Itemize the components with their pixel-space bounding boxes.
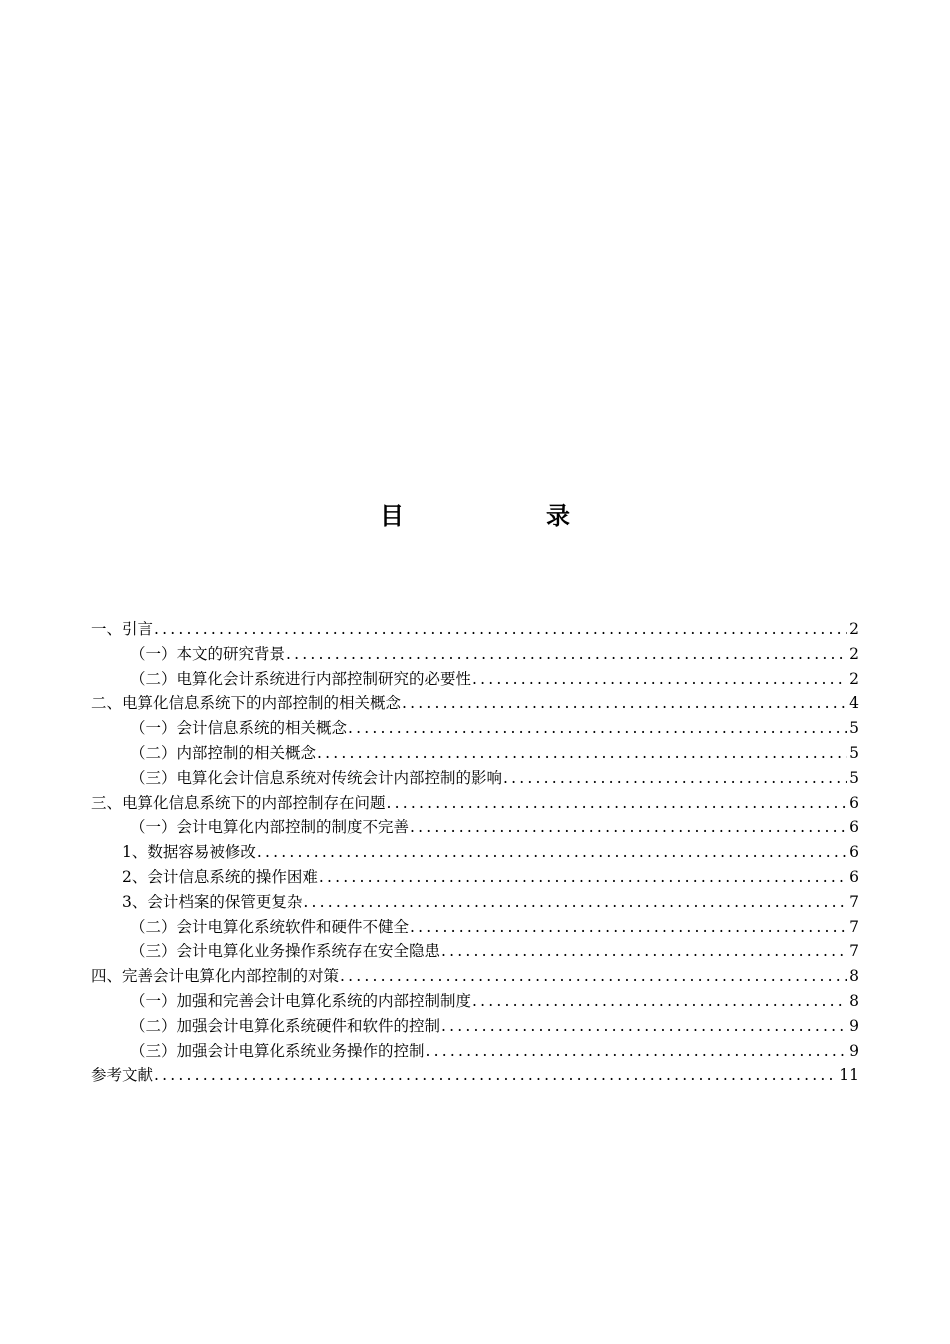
toc-page-number: 5 [849,743,859,762]
toc-dot-leader [317,741,847,766]
toc-dot-leader [319,865,847,890]
toc-entry-label: 二、电算化信息系统下的内部控制的相关概念 [91,694,402,713]
toc-entry[interactable] [91,815,859,840]
toc-entry-label: 一、引言 [91,620,154,638]
toc-dot-leader [257,840,847,865]
toc-entry-label: 四、完善会计电算化内部控制的对策 [91,967,340,986]
toc-entry[interactable] [91,989,859,1014]
toc-entry-label: 参考文献 [91,1066,154,1085]
toc-dot-leader [472,989,847,1014]
toc-dot-leader [503,766,847,791]
toc-entry[interactable] [91,791,859,816]
toc-entry[interactable] [91,1039,859,1064]
toc-entry-label: 3、会计档案的保管更复杂 [122,892,303,911]
toc-page-number: 8 [849,967,859,986]
toc-entry[interactable] [91,667,859,692]
toc-dot-leader [286,642,847,667]
page-title [0,496,950,531]
title-char-right: 录 [546,502,570,530]
toc-dot-leader [472,667,847,692]
toc-entry[interactable] [91,964,859,989]
toc-entry[interactable] [91,716,859,741]
toc-entry[interactable] [91,939,859,964]
toc-entry-label: 1、数据容易被修改 [122,843,256,862]
toc-entry-label: （一）会计信息系统的相关概念 [130,719,348,738]
toc-page-number: 4 [849,694,859,713]
toc-entry-label: 三、电算化信息系统下的内部控制存在问题 [91,793,386,812]
toc-entry[interactable] [91,1063,859,1088]
toc-page-number: 7 [849,917,859,936]
toc-entry-label: （三）电算化会计信息系统对传统会计内部控制的影响 [130,768,503,787]
toc-page-number: 2 [849,620,859,638]
toc-page-number: 2 [849,644,859,663]
toc-page-number: 6 [849,867,859,886]
toc-page-number: 6 [849,793,859,812]
toc-dot-leader [441,1014,847,1039]
toc-page-number: 9 [849,1016,859,1035]
toc-entry-label: （二）电算化会计系统进行内部控制研究的必要性 [130,669,472,688]
toc-entry[interactable] [91,741,859,766]
toc-dot-leader [340,964,847,989]
toc-dot-leader [154,1063,837,1088]
toc-entry[interactable] [91,691,859,716]
toc-dot-leader [402,691,847,716]
table-of-contents [91,617,859,1088]
toc-page-number: 2 [849,669,859,688]
toc-entry[interactable] [91,840,859,865]
toc-entry[interactable] [91,642,859,667]
toc-entry-label: （三）会计电算化业务操作系统存在安全隐患 [130,942,441,961]
toc-entry-label: （二）会计电算化系统软件和硬件不健全 [130,917,410,936]
toc-entry-label: （一）会计电算化内部控制的制度不完善 [130,818,410,837]
toc-entry-label: （二）加强会计电算化系统硬件和软件的控制 [130,1016,441,1035]
toc-dot-leader [410,915,847,940]
toc-page-number: 8 [849,991,859,1010]
toc-dot-leader [387,791,848,816]
toc-page-number: 6 [849,843,859,862]
toc-page-number: 7 [849,942,859,961]
toc-entry[interactable] [91,915,859,940]
toc-dot-leader [441,939,847,964]
toc-entry-label: （一）本文的研究背景 [130,644,286,663]
toc-page-number: 9 [849,1041,859,1060]
toc-dot-leader [410,815,847,840]
toc-page-number: 11 [839,1066,859,1085]
toc-page-number: 5 [849,719,859,738]
toc-dot-leader [426,1039,848,1064]
toc-dot-leader [303,890,847,915]
toc-entry[interactable] [91,865,859,890]
toc-page-number: 5 [849,768,859,787]
toc-entry[interactable] [91,766,859,791]
toc-dot-leader [154,617,847,642]
toc-entry-label: 2、会计信息系统的操作困难 [122,867,318,886]
toc-entry-label: （二）内部控制的相关概念 [130,743,317,762]
toc-entry[interactable] [91,1014,859,1039]
toc-page-number: 6 [849,818,859,837]
title-char-left: 目 [380,502,404,530]
toc-entry[interactable] [91,617,859,642]
toc-entry-label: （三）加强会计电算化系统业务操作的控制 [130,1041,425,1060]
toc-entry[interactable] [91,890,859,915]
toc-dot-leader [348,716,847,741]
toc-entry-label: （一）加强和完善会计电算化系统的内部控制制度 [130,991,472,1010]
toc-page-number: 7 [849,892,859,911]
